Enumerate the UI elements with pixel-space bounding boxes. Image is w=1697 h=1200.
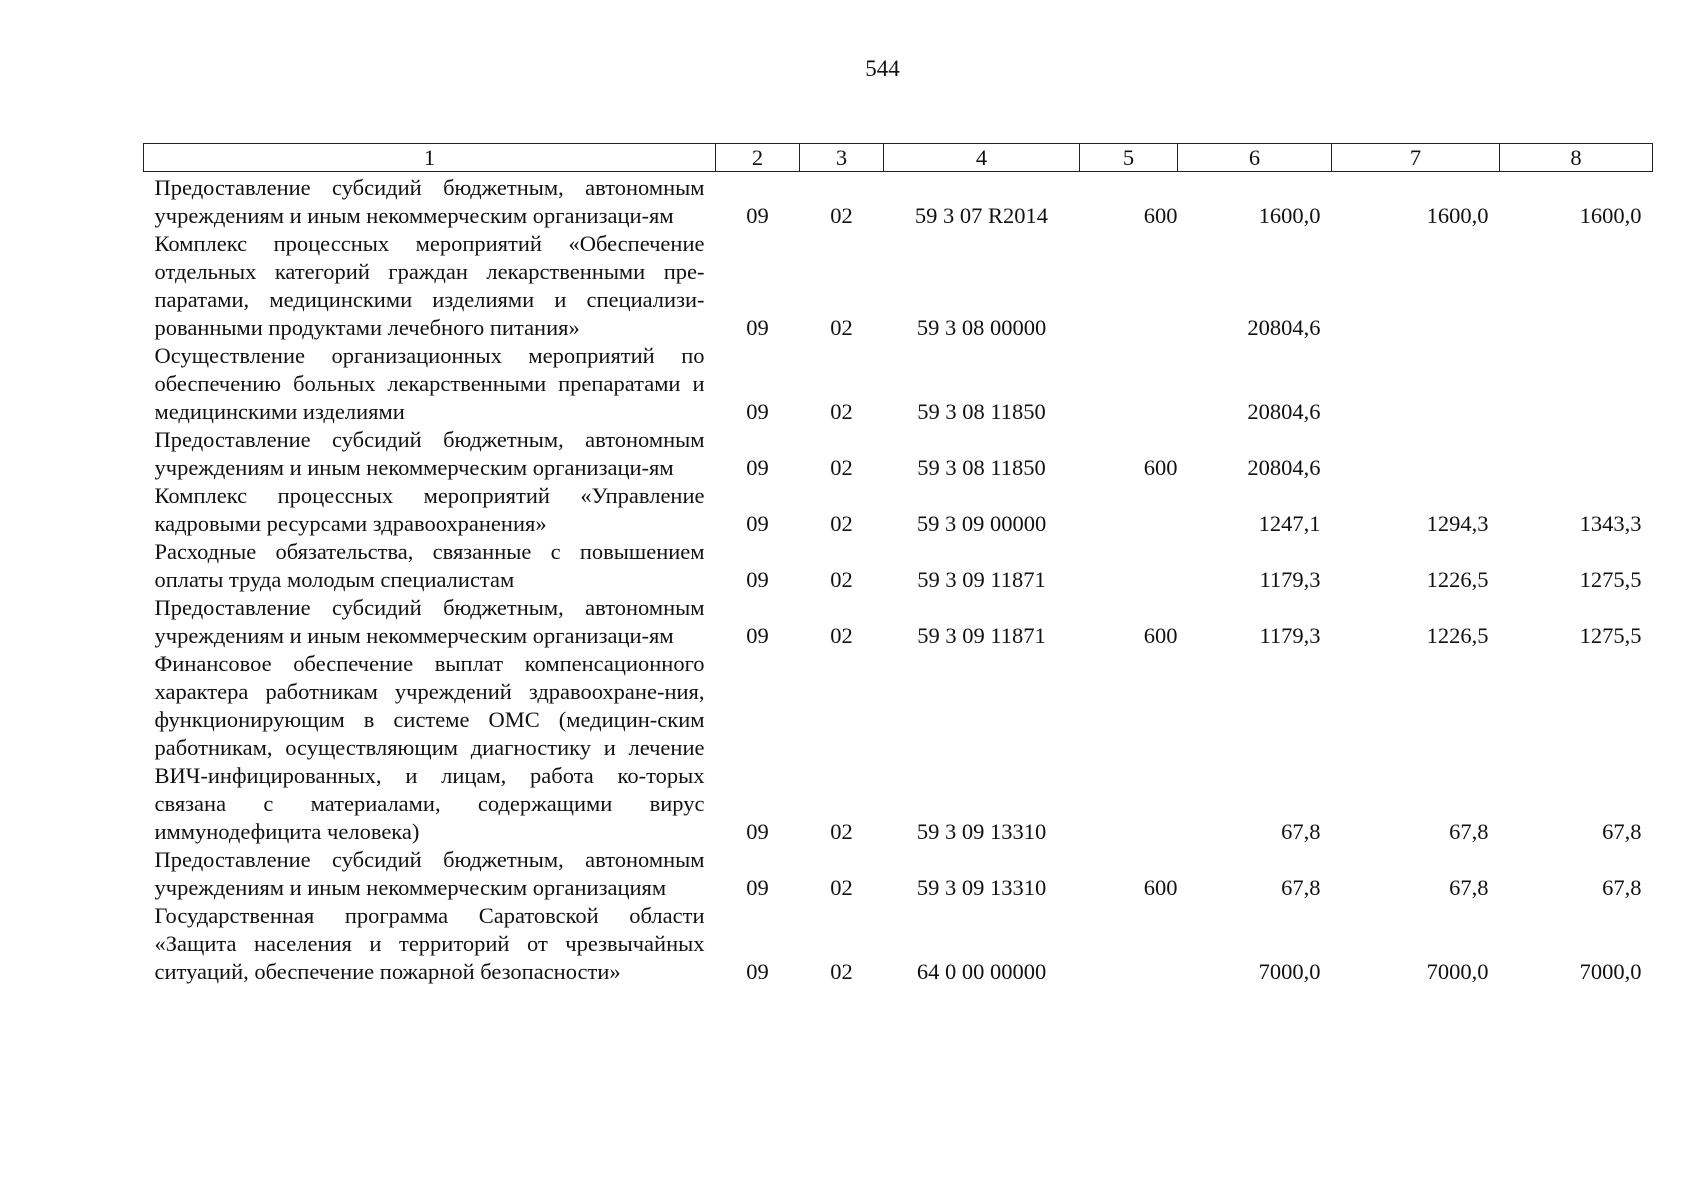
row-amount-year2	[1332, 426, 1500, 482]
header-cell: 7	[1332, 144, 1500, 172]
row-expense-type	[1080, 342, 1178, 426]
row-amount-year1: 20804,6	[1247, 399, 1321, 424]
row-target-code: 59 3 09 13310	[916, 875, 1047, 900]
row-amount-year3: 7000,0	[1579, 959, 1642, 984]
row-name: Финансовое обеспечение выплат компенсационного характера работникам учреждений здравоохране-ния, функционирующим в системе ОМС (медицин-ским работникам, осуществляющим диагностику и лечение ВИЧ-инфицированных, и лицам, работа ко-торых связана с материалами, содержащими вирус иммунодефицита человека)	[154, 651, 705, 844]
row-amount-year1: 1247,1	[1258, 511, 1321, 536]
row-amount-year1: 7000,0	[1258, 959, 1321, 984]
header-cell: 5	[1080, 144, 1178, 172]
row-amount-year3	[1500, 342, 1653, 426]
row-target-code: 59 3 08 11850	[917, 399, 1046, 424]
row-section: 09	[746, 875, 769, 900]
header-cell: 6	[1178, 144, 1332, 172]
row-expense-type: 600	[1143, 203, 1178, 228]
header-cell: 2	[716, 144, 800, 172]
row-amount-year3: 1275,5	[1579, 623, 1642, 648]
row-amount-year3: 67,8	[1602, 819, 1642, 844]
row-amount-year2: 1226,5	[1426, 567, 1489, 592]
row-target-code: 59 3 09 11871	[917, 567, 1046, 592]
header-cell: 3	[800, 144, 884, 172]
row-section: 09	[746, 315, 769, 340]
row-name: Предоставление субсидий бюджетным, автономным учреждениям и иным некоммерческим организациям	[154, 847, 705, 900]
row-name: Предоставление субсидий бюджетным, автономным учреждениям и иным некоммерческим организаци-ям	[154, 175, 705, 228]
page-number: 544	[865, 56, 900, 81]
row-name: Предоставление субсидий бюджетным, автономным учреждениям и иным некоммерческим организаци-ям	[154, 595, 705, 648]
row-target-code: 59 3 08 11850	[917, 455, 1046, 480]
row-subsection: 02	[830, 875, 853, 900]
row-subsection: 02	[830, 959, 853, 984]
row-target-code: 59 3 09 00000	[916, 511, 1047, 536]
row-section: 09	[746, 511, 769, 536]
row-amount-year2: 1294,3	[1426, 511, 1489, 536]
row-amount-year2: 7000,0	[1426, 959, 1489, 984]
row-amount-year1: 67,8	[1281, 875, 1321, 900]
table-row	[144, 482, 1653, 538]
row-amount-year1: 1600,0	[1258, 203, 1321, 228]
row-name: Предоставление субсидий бюджетным, автономным учреждениям и иным некоммерческим организаци-ям	[154, 427, 705, 480]
row-expense-type: 600	[1143, 875, 1178, 900]
table-row	[144, 846, 1653, 902]
row-subsection: 02	[830, 623, 853, 648]
table-row	[144, 230, 1653, 342]
row-target-code: 59 3 07 R2014	[914, 203, 1049, 228]
row-amount-year2	[1332, 230, 1500, 342]
row-expense-type	[1080, 230, 1178, 342]
table-row	[144, 538, 1653, 594]
table-body	[144, 172, 1653, 987]
row-section: 09	[746, 819, 769, 844]
row-subsection: 02	[830, 399, 853, 424]
row-amount-year3	[1500, 426, 1653, 482]
row-subsection: 02	[830, 819, 853, 844]
row-amount-year1: 67,8	[1281, 819, 1321, 844]
row-amount-year3: 67,8	[1602, 875, 1642, 900]
row-subsection: 02	[830, 315, 853, 340]
row-section: 09	[746, 399, 769, 424]
row-amount-year2: 67,8	[1449, 819, 1489, 844]
row-amount-year3: 1600,0	[1579, 203, 1642, 228]
header-row	[144, 144, 1653, 172]
row-subsection: 02	[830, 203, 853, 228]
row-amount-year1: 1179,3	[1259, 623, 1321, 648]
row-section: 09	[746, 959, 769, 984]
table-row	[144, 594, 1653, 650]
row-subsection: 02	[830, 567, 853, 592]
table-row	[144, 902, 1653, 986]
header-cell: 1	[144, 144, 716, 172]
row-name: Осуществление организационных мероприятий по обеспечению больных лекарственными препаратами и медицинскими изделиями	[154, 343, 705, 424]
row-expense-type	[1080, 902, 1178, 986]
header-cell: 8	[1500, 144, 1653, 172]
row-amount-year2: 1600,0	[1426, 203, 1489, 228]
row-name: Расходные обязательства, связанные с повышением оплаты труда молодым специалистам	[154, 539, 705, 592]
row-amount-year3: 1275,5	[1579, 567, 1642, 592]
row-amount-year1: 1179,3	[1259, 567, 1321, 592]
row-section: 09	[746, 567, 769, 592]
row-target-code: 59 3 09 13310	[916, 819, 1047, 844]
row-amount-year1: 20804,6	[1247, 315, 1321, 340]
budget-table	[143, 143, 1653, 986]
table-row	[144, 650, 1653, 846]
table-row	[144, 172, 1653, 231]
row-name: Государственная программа Саратовской области «Защита населения и территорий от чрезвычайных ситуаций, обеспечение пожарной безопасности»	[154, 903, 705, 984]
row-expense-type	[1080, 650, 1178, 846]
row-section: 09	[746, 203, 769, 228]
table-header	[144, 144, 1653, 172]
row-amount-year3	[1500, 230, 1653, 342]
row-section: 09	[746, 623, 769, 648]
row-name: Комплекс процессных мероприятий «Управление кадровыми ресурсами здравоохранения»	[154, 483, 705, 536]
row-expense-type	[1080, 482, 1178, 538]
row-subsection: 02	[830, 511, 853, 536]
row-amount-year1: 20804,6	[1247, 455, 1321, 480]
row-amount-year2	[1332, 342, 1500, 426]
table-row	[144, 426, 1653, 482]
row-subsection: 02	[830, 455, 853, 480]
header-cell: 4	[884, 144, 1080, 172]
row-target-code: 64 0 00 00000	[916, 959, 1047, 984]
table-row	[144, 342, 1653, 426]
row-expense-type: 600	[1143, 623, 1178, 648]
row-expense-type: 600	[1143, 455, 1178, 480]
row-target-code: 59 3 09 11871	[917, 623, 1046, 648]
row-amount-year2: 67,8	[1449, 875, 1489, 900]
row-amount-year3: 1343,3	[1579, 511, 1642, 536]
row-expense-type	[1080, 538, 1178, 594]
row-name: Комплекс процессных мероприятий «Обеспечение отдельных категорий граждан лекарственными пре-паратами, медицинскими изделиями и специализи-рованными продуктами лечебного питания»	[154, 231, 705, 340]
row-target-code: 59 3 08 00000	[916, 315, 1047, 340]
row-amount-year2: 1226,5	[1426, 623, 1489, 648]
row-section: 09	[746, 455, 769, 480]
